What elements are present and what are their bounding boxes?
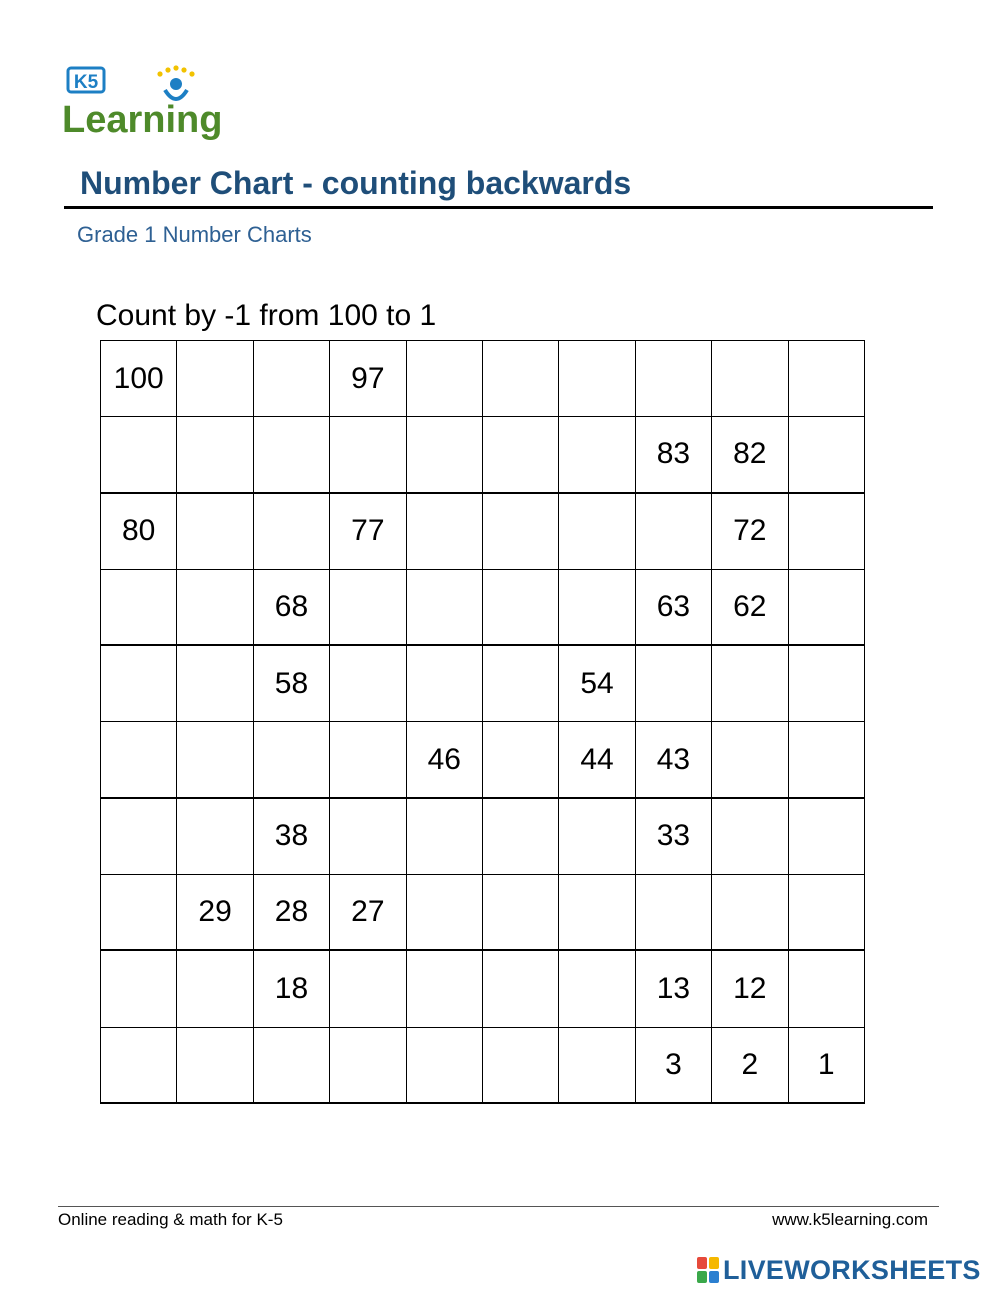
blank-cell[interactable] xyxy=(407,570,483,646)
number-cell: 44 xyxy=(559,722,635,798)
number-cell: 54 xyxy=(559,646,635,722)
blank-cell[interactable] xyxy=(789,799,865,875)
blank-cell[interactable] xyxy=(712,875,788,951)
blank-cell[interactable] xyxy=(101,722,177,798)
blank-cell[interactable] xyxy=(483,1028,559,1104)
number-cell: 72 xyxy=(712,494,788,570)
number-cell: 62 xyxy=(712,570,788,646)
blank-cell[interactable] xyxy=(789,875,865,951)
number-cell: 13 xyxy=(636,951,712,1027)
blank-cell[interactable] xyxy=(789,494,865,570)
number-cell: 68 xyxy=(254,570,330,646)
footer-tagline: Online reading & math for K-5 xyxy=(58,1210,283,1229)
blank-cell[interactable] xyxy=(407,494,483,570)
number-cell: 58 xyxy=(254,646,330,722)
blank-cell[interactable] xyxy=(330,799,406,875)
number-cell: 83 xyxy=(636,417,712,493)
blank-cell[interactable] xyxy=(101,417,177,493)
blank-cell[interactable] xyxy=(407,799,483,875)
liveworksheets-icon xyxy=(697,1257,719,1283)
liveworksheets-label: LIVEWORKSHEETS xyxy=(723,1254,981,1285)
number-cell: 28 xyxy=(254,875,330,951)
blank-cell[interactable] xyxy=(483,341,559,417)
blank-cell[interactable] xyxy=(254,417,330,493)
blank-cell[interactable] xyxy=(254,1028,330,1104)
blank-cell[interactable] xyxy=(559,494,635,570)
number-cell: 29 xyxy=(177,875,253,951)
blank-cell[interactable] xyxy=(177,799,253,875)
blank-cell[interactable] xyxy=(636,494,712,570)
instruction-text: Count by -1 from 100 to 1 xyxy=(96,299,437,332)
blank-cell[interactable] xyxy=(483,951,559,1027)
blank-cell[interactable] xyxy=(789,646,865,722)
blank-cell[interactable] xyxy=(789,722,865,798)
blank-cell[interactable] xyxy=(712,799,788,875)
page-subtitle: Grade 1 Number Charts xyxy=(77,222,312,247)
number-cell: 82 xyxy=(712,417,788,493)
number-cell: 77 xyxy=(330,494,406,570)
blank-cell[interactable] xyxy=(177,341,253,417)
blank-cell[interactable] xyxy=(177,1028,253,1104)
blank-cell[interactable] xyxy=(712,646,788,722)
svg-text:Learning: Learning xyxy=(62,99,223,141)
blank-cell[interactable] xyxy=(177,646,253,722)
blank-cell[interactable] xyxy=(483,799,559,875)
blank-cell[interactable] xyxy=(483,646,559,722)
number-cell: 63 xyxy=(636,570,712,646)
blank-cell[interactable] xyxy=(712,722,788,798)
blank-cell[interactable] xyxy=(330,417,406,493)
blank-cell[interactable] xyxy=(712,341,788,417)
number-cell: 80 xyxy=(101,494,177,570)
number-cell: 27 xyxy=(330,875,406,951)
blank-cell[interactable] xyxy=(559,570,635,646)
blank-cell[interactable] xyxy=(407,341,483,417)
number-cell: 38 xyxy=(254,799,330,875)
blank-cell[interactable] xyxy=(330,722,406,798)
page-title: Number Chart - counting backwards xyxy=(80,165,632,201)
footer-website[interactable]: www.k5learning.com xyxy=(772,1210,928,1229)
blank-cell[interactable] xyxy=(330,646,406,722)
liveworksheets-watermark xyxy=(697,1254,981,1286)
number-cell: 1 xyxy=(789,1028,865,1104)
blank-cell[interactable] xyxy=(177,417,253,493)
blank-cell[interactable] xyxy=(483,875,559,951)
blank-cell[interactable] xyxy=(177,951,253,1027)
blank-cell[interactable] xyxy=(789,417,865,493)
number-cell: 18 xyxy=(254,951,330,1027)
blank-cell[interactable] xyxy=(101,1028,177,1104)
number-cell: 3 xyxy=(636,1028,712,1104)
number-cell: 2 xyxy=(712,1028,788,1104)
blank-cell[interactable] xyxy=(254,494,330,570)
blank-cell[interactable] xyxy=(407,1028,483,1104)
blank-cell[interactable] xyxy=(101,875,177,951)
number-cell: 100 xyxy=(101,341,177,417)
blank-cell[interactable] xyxy=(407,951,483,1027)
number-cell: 33 xyxy=(636,799,712,875)
blank-cell[interactable] xyxy=(789,570,865,646)
blank-cell[interactable] xyxy=(636,875,712,951)
blank-cell[interactable] xyxy=(559,951,635,1027)
number-cell: 97 xyxy=(330,341,406,417)
title-divider xyxy=(64,206,933,209)
blank-cell[interactable] xyxy=(254,722,330,798)
blank-cell[interactable] xyxy=(559,417,635,493)
blank-cell[interactable] xyxy=(559,1028,635,1104)
number-cell: 46 xyxy=(407,722,483,798)
blank-cell[interactable] xyxy=(559,799,635,875)
blank-cell[interactable] xyxy=(101,646,177,722)
blank-cell[interactable] xyxy=(101,799,177,875)
blank-cell[interactable] xyxy=(483,570,559,646)
blank-cell[interactable] xyxy=(789,341,865,417)
blank-cell[interactable] xyxy=(177,570,253,646)
blank-cell[interactable] xyxy=(407,646,483,722)
blank-cell[interactable] xyxy=(177,722,253,798)
blank-cell[interactable] xyxy=(407,417,483,493)
blank-cell[interactable] xyxy=(559,875,635,951)
number-cell: 12 xyxy=(712,951,788,1027)
svg-text:K5: K5 xyxy=(73,72,99,93)
blank-cell[interactable] xyxy=(101,951,177,1027)
blank-cell[interactable] xyxy=(330,570,406,646)
blank-cell[interactable] xyxy=(407,875,483,951)
blank-cell[interactable] xyxy=(559,341,635,417)
footer-divider xyxy=(58,1206,939,1207)
blank-cell[interactable] xyxy=(636,341,712,417)
blank-cell[interactable] xyxy=(483,417,559,493)
blank-cell[interactable] xyxy=(101,570,177,646)
k5-learning-logo xyxy=(62,62,244,142)
blank-cell[interactable] xyxy=(789,951,865,1027)
blank-cell[interactable] xyxy=(483,722,559,798)
blank-cell[interactable] xyxy=(636,646,712,722)
blank-cell[interactable] xyxy=(254,341,330,417)
blank-cell[interactable] xyxy=(330,1028,406,1104)
blank-cell[interactable] xyxy=(177,494,253,570)
blank-cell[interactable] xyxy=(330,951,406,1027)
number-chart-grid xyxy=(100,340,865,1104)
blank-cell[interactable] xyxy=(483,494,559,570)
number-cell: 43 xyxy=(636,722,712,798)
